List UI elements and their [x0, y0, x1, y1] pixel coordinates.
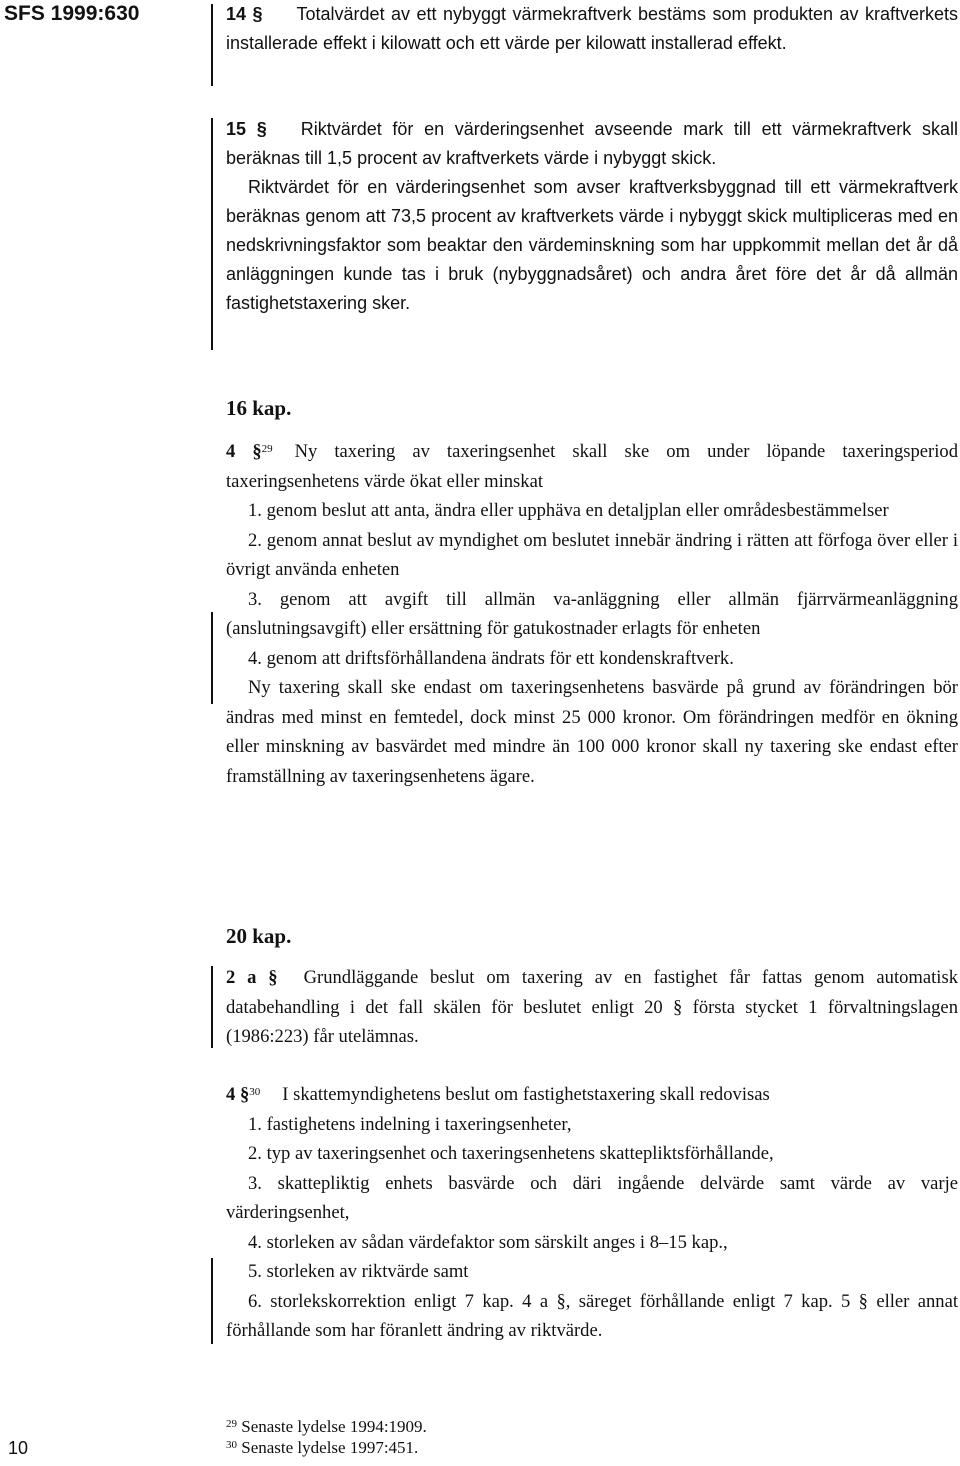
chapter-title: 20 kap. [226, 924, 292, 948]
change-bar-15 [211, 118, 213, 350]
section-14 [226, 0, 958, 58]
footnote-text: Senaste lydelse 1997:451. [241, 1438, 419, 1457]
list-item: 2. genom annat beslut av myndighet om beslutet innebär ändring i rätten att förfoga över eller i övrigt använda enheten [226, 529, 958, 580]
footnote-number: 29 [226, 1418, 237, 1430]
section-number: 4 § [226, 441, 262, 462]
change-bar-20-4 [211, 1258, 213, 1344]
list-item: 4. genom att driftsförhållandena ändrats för ett kondenskraftverk. [248, 647, 734, 669]
list-item: 3. genom att avgift till allmän va-anläggning eller allmän fjärrvärmeanläggning (anslutningsavgift) eller ersättning för gatukostnader erlagts för enheten [226, 588, 958, 639]
section-number: 4 § [226, 1084, 250, 1105]
footnote-text: Senaste lydelse 1994:1909. [241, 1417, 427, 1436]
footnote-ref: 30 [249, 1086, 261, 1098]
section-text: Totalvärdet av ett nybyggt värmekraftverk bestäms som produkten av kraftverkets installerade effekt i kilowatt och ett värde per kilowatt installerad effekt. [226, 4, 958, 53]
section-text: Riktvärdet för en värderingsenhet avseende mark till ett värmekraftverk skall beräknas till 1,5 procent av kraftverkets värde i nybyggt skick. [226, 119, 958, 168]
change-bar-20-2a [211, 966, 213, 1048]
section-text: Grundläggande beslut om taxering av en fastighet får fattas genom automatisk databehandling i det fall skälen för beslutet enligt 20 § första stycket 1 förvaltningslagen (1986:223) får utelämnas. [226, 967, 958, 1047]
list-item: 2. typ av taxeringsenhet och taxeringsenhetens skattepliktsförhållande, [248, 1143, 774, 1164]
section-15 [226, 115, 958, 318]
change-bar-16-4 [211, 612, 213, 704]
chapter-20-section-2a [226, 963, 958, 1052]
section-text: I skattemyndighetens beslut om fastighetstaxering skall redovisas [282, 1084, 770, 1105]
list-item: 1. genom beslut att anta, ändra eller upphäva en detaljplan eller områdesbestämmelser [248, 500, 889, 521]
footnote-number: 30 [226, 1439, 237, 1451]
list-item: 5. storleken av riktvärde samt [248, 1261, 469, 1282]
chapter-16-section-4 [226, 437, 958, 791]
section-text: Ny taxering av taxeringsenhet skall ske om under löpande taxeringsperiod taxeringsenhetens värde ökat eller minskat [226, 441, 958, 492]
footnote-ref: 29 [261, 443, 273, 455]
change-bar-14 [211, 4, 213, 86]
list-item: 6. storlekskorrektion enligt 7 kap. 4 a §, säreget förhållande enligt 7 kap. 5 § eller annat förhållande som har föranlett ändring av riktvärde. [226, 1290, 958, 1341]
section-paragraph: Ny taxering skall ske endast om taxeringsenhetens basvärde på grund av förändringen bör ändras med minst en femtedel, dock minst 25 000 kronor. Om förändringen medför en ökning eller minskning av basvärdet med mindre än 100 000 kronor skall ny taxering ske endast efter framställning av taxeringsenhetens ägare. [226, 677, 958, 787]
chapter-title: 16 kap. [226, 396, 292, 420]
section-number: 2 a § [226, 967, 278, 988]
section-number: 14 § [226, 4, 263, 24]
page-number: 10 [8, 1438, 29, 1458]
list-item: 1. fastighetens indelning i taxeringsenheter, [248, 1113, 572, 1135]
footnote [226, 1437, 418, 1458]
list-item: 4. storleken av sådan värdefaktor som särskilt anges i 8–15 kap., [248, 1231, 728, 1253]
sfs-number: SFS 1999:630 [4, 2, 140, 25]
list-item: 3. skattepliktig enhets basvärde och däri ingående delvärde samt värde av varje värderingsenhet, [226, 1172, 958, 1223]
section-paragraph: Riktvärdet för en värderingsenhet som avser kraftverksbyggnad till ett värmekraftverk beräknas genom att 73,5 procent av kraftverkets värde i nybyggt skick multipliceras med en nedskrivningsfaktor som beaktar den värdeminskning som har uppkommit mellan det år då anläggningen kunde tas i bruk (nybyggnadsåret) och andra året före det år då allmän fastighetstaxering sker. [226, 177, 958, 313]
footnote [226, 1416, 427, 1437]
chapter-20-section-4 [226, 1080, 958, 1346]
section-number: 15 § [226, 119, 267, 139]
